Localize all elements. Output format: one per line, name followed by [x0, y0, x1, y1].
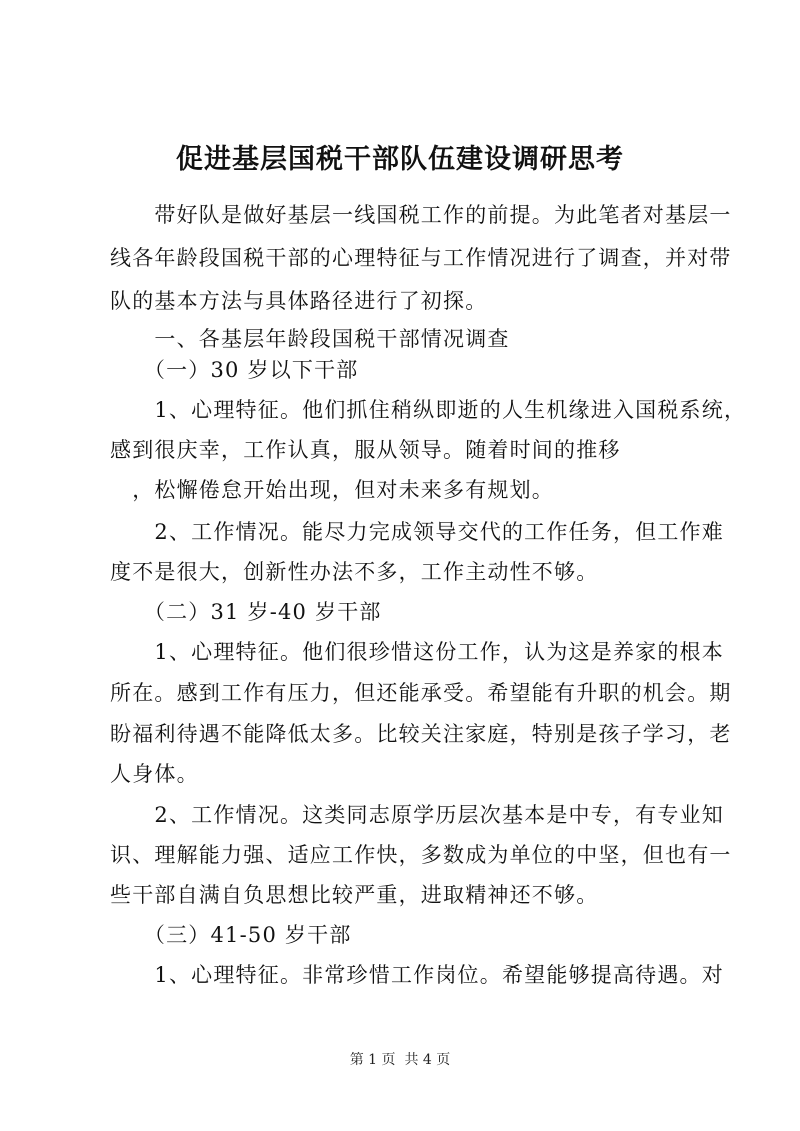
body-line: ，松懈倦怠开始出现，但对未来多有规划。 — [110, 478, 554, 502]
body-line: 所在。感到工作有压力，但还能承受。希望能有升职的机会。期 — [110, 681, 732, 705]
body-line: 2、工作情况。这类同志原学历层次基本是中专，有专业知 — [110, 803, 724, 827]
body-line: 1、心理特征。他们很珍惜这份工作，认为这是养家的根本 — [110, 640, 724, 664]
body-line: 2、工作情况。能尽力完成领导交代的工作任务，但工作难 — [110, 520, 724, 544]
page-number-label: 第 1 页 共 4 页 — [349, 1052, 451, 1068]
subsection-heading: （一）30 岁以下干部 — [110, 358, 359, 382]
body-line: 人身体。 — [110, 762, 199, 786]
subsection-heading: （三）41-50 岁干部 — [110, 923, 352, 947]
subsection-heading: （二）31 岁-40 岁干部 — [110, 600, 382, 624]
body-line: 度不是很大，创新性办法不多，工作主动性不够。 — [110, 560, 599, 584]
body-line: 队的基本方法与具体路径进行了初探。 — [110, 289, 488, 313]
body-line: 线各年龄段国税干部的心理特征与工作情况进行了调查，并对带 — [110, 246, 732, 270]
document-title: 促进基层国税干部队伍建设调研思考 — [176, 144, 624, 175]
body-line: 感到很庆幸，工作认真，服从领导。随着时间的推移 — [110, 438, 621, 462]
body-line: 1、心理特征。非常珍惜工作岗位。希望能够提高待遇。对 — [110, 963, 724, 987]
body-line: 带好队是做好基层一线国税工作的前提。为此笔者对基层一 — [110, 203, 732, 227]
body-line: 些干部自满自负思想比较严重，进取精神还不够。 — [110, 883, 599, 907]
page-footer — [0, 1050, 800, 1070]
body-line: 盼福利待遇不能降低太多。比较关注家庭，特别是孩子学习，老 — [110, 722, 732, 746]
section-heading: 一、各基层年龄段国税干部情况调查 — [110, 327, 510, 351]
body-line: 识、理解能力强、适应工作快，多数成为单位的中坚，但也有一 — [110, 843, 732, 867]
body-line: 1、心理特征。他们抓住稍纵即逝的人生机缘进入国税系统， — [110, 398, 747, 422]
